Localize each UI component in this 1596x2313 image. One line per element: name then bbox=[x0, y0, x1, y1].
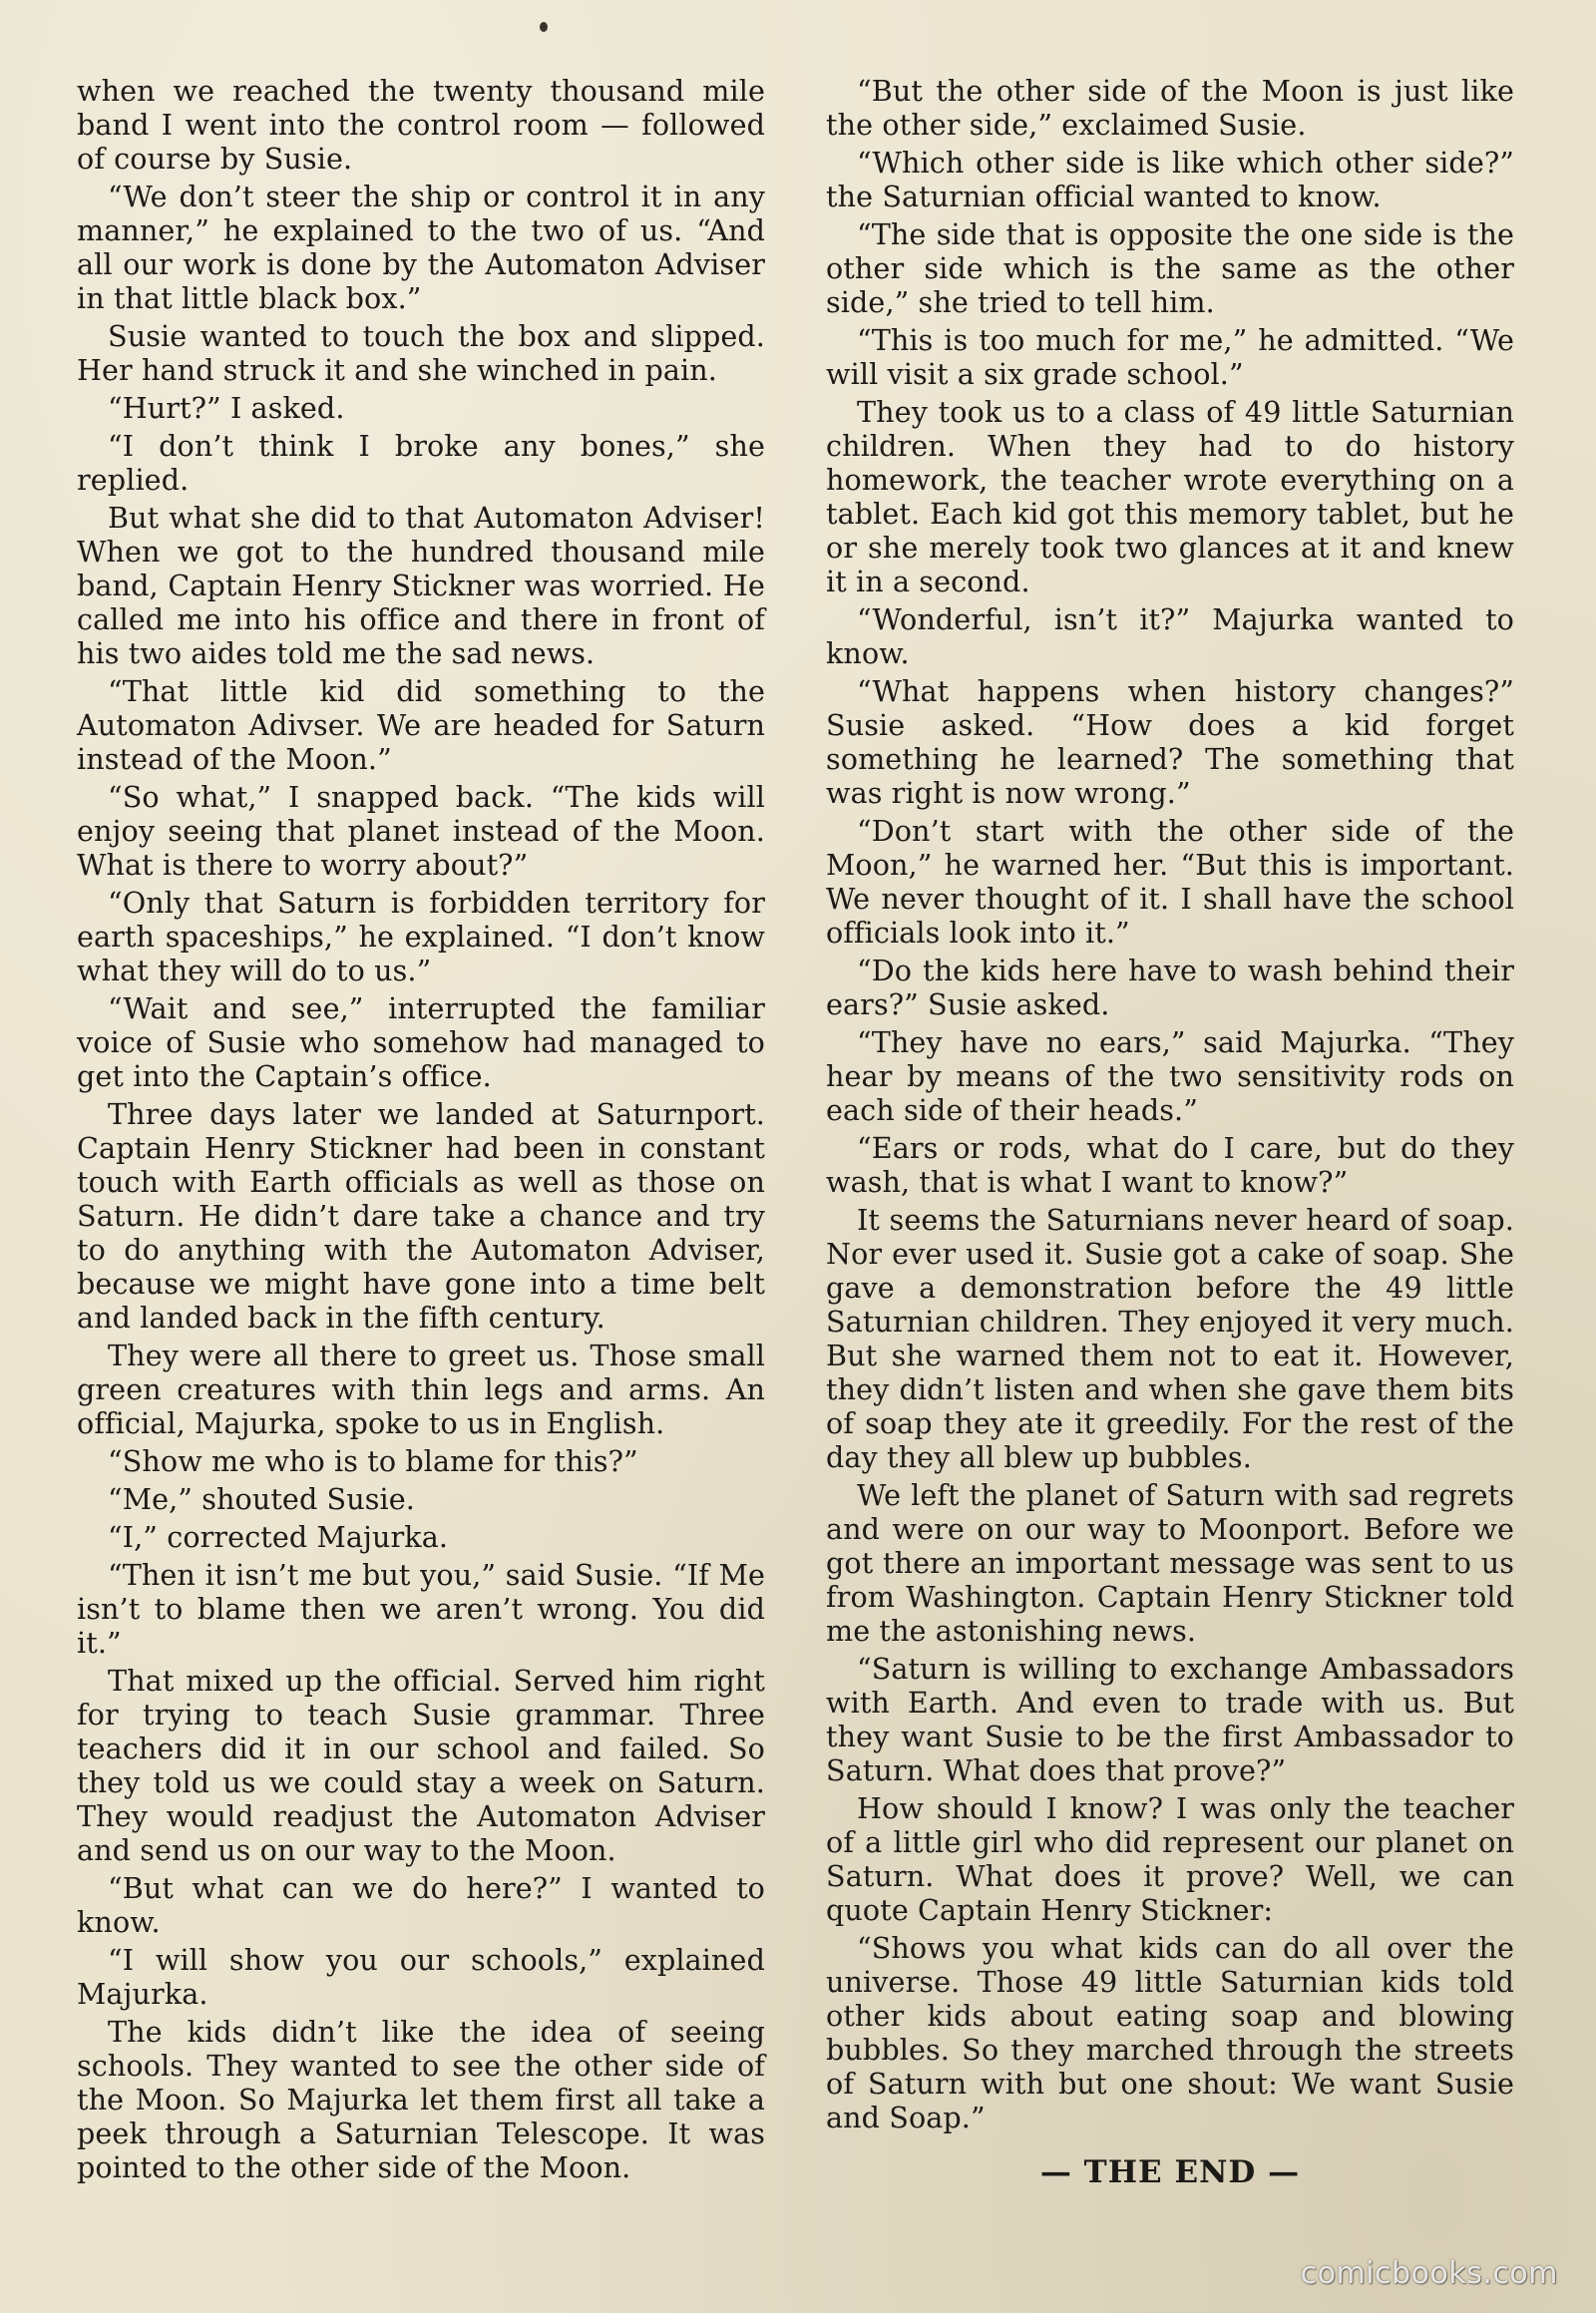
paragraph: We left the planet of Saturn with sad regrets and were on our way to Moonport. Before we got there an important message was sent to us from Washington. Captain Henry Stickner told me the astonishing news. bbox=[826, 1478, 1514, 1648]
site-watermark[interactable]: comicbooks.com bbox=[1300, 2256, 1558, 2291]
paragraph: “Ears or rods, what do I care, but do they wash, that is what I want to know?” bbox=[826, 1131, 1514, 1199]
paragraph: They were all there to greet us. Those small green creatures with thin legs and arms. An official, Majurka, spoke to us in English. bbox=[77, 1339, 765, 1440]
paragraph: “Do the kids here have to wash behind their ears?” Susie asked. bbox=[826, 954, 1514, 1021]
paragraph: That mixed up the official. Served him right for trying to teach Susie grammar. Three teachers did it in our school and failed. So they told us we could stay a week on Saturn. They would readjust the Automaton Adviser and send us on our way to the Moon. bbox=[77, 1664, 765, 1867]
paragraph: “Show me who is to blame for this?” bbox=[108, 1444, 638, 1478]
paragraph: It seems the Saturnians never heard of soap. Nor ever used it. Susie got a cake of soap. She gave a demonstration before the 49 little Saturnian children. They enjoyed it very much. But she warned them not to eat it. However, they didn’t listen and when she gave them bits of soap they ate it greedily. For the rest of the day they all blew up bubbles. bbox=[826, 1203, 1514, 1474]
paragraph: “Saturn is willing to exchange Ambassadors with Earth. And even to trade with us. But they want Susie to be the first Ambassador to Saturn. What does that prove?” bbox=[826, 1652, 1514, 1787]
paragraph: “I,” corrected Majurka. bbox=[108, 1520, 449, 1554]
paragraph: “But the other side of the Moon is just like the other side,” exclaimed Susie. bbox=[826, 74, 1514, 142]
paragraph: “Then it isn’t me but you,” said Susie. “If Me isn’t to blame then we aren’t wrong. You did it.” bbox=[77, 1558, 765, 1660]
paragraph: “Hurt?” I asked. bbox=[108, 391, 345, 425]
paragraph: The kids didn’t like the idea of seeing schools. They wanted to see the other side of the Moon. So Majurka let them first all take a peek through a Saturnian Telescope. It was pointed to the other side of the Moon. bbox=[77, 2015, 765, 2184]
paragraph: “That little kid did something to the Automaton Adivser. We are headed for Saturn instead of the Moon.” bbox=[77, 674, 765, 776]
paragraph: “But what can we do here?” I wanted to know. bbox=[77, 1871, 765, 1939]
paragraph: Three days later we landed at Saturnport. Captain Henry Stickner had been in constant touch with Earth officials as well as those on Saturn. He didn’t dare take a chance and try to do anything with the Automaton Adviser, because we might have gone into a time belt and landed back in the fifth century. bbox=[77, 1097, 765, 1335]
paragraph: “Wait and see,” interrupted the familiar voice of Susie who somehow had managed to get into the Captain’s office. bbox=[77, 991, 765, 1093]
paragraph: “I will show you our schools,” explained Majurka. bbox=[77, 1943, 765, 2011]
paragraph: “So what,” I snapped back. “The kids will enjoy seeing that planet instead of the Moon. What is there to worry about?” bbox=[77, 780, 765, 882]
right-text-column bbox=[826, 74, 1514, 2138]
paragraph: Susie wanted to touch the box and slipped. Her hand struck it and she winched in pain. bbox=[77, 319, 765, 387]
the-end-marker: — THE END — bbox=[1039, 2154, 1301, 2190]
paragraph: “We don’t steer the ship or control it in any manner,” he explained to the two of us. “And all our work is done by the Automaton Adviser in that little black box.” bbox=[77, 180, 765, 315]
paragraph: “Only that Saturn is forbidden territory for earth spaceships,” he explained. “I don’t know what they will do to us.” bbox=[77, 886, 765, 987]
paragraph: “They have no ears,” said Majurka. “They hear by means of the two sensitivity rods on each side of their heads.” bbox=[826, 1025, 1514, 1127]
paragraph: “Wonderful, isn’t it?” Majurka wanted to know. bbox=[826, 602, 1514, 670]
left-text-column bbox=[77, 74, 765, 2188]
paragraph: “Which other side is like which other side?” the Saturnian official wanted to know. bbox=[826, 146, 1514, 213]
paragraph: “This is too much for me,” he admitted. “We will visit a six grade school.” bbox=[826, 323, 1514, 391]
paragraph: “I don’t think I broke any bones,” she replied. bbox=[77, 429, 765, 497]
paragraph: How should I know? I was only the teacher of a little girl who did represent our planet on Saturn. What does it prove? Well, we can quote Captain Henry Stickner: bbox=[826, 1791, 1514, 1927]
paragraph: “Me,” shouted Susie. bbox=[108, 1482, 415, 1516]
paragraph: “Shows you what kids can do all over the universe. Those 49 little Saturnian kids told other kids about eating soap and blowing bubbles. So they marched through the streets of Saturn with but one shout: We want Susie and Soap.” bbox=[826, 1931, 1514, 2134]
paragraph: But what she did to that Automaton Adviser! When we got to the hundred thousand mile band, Captain Henry Stickner was worried. He called me into his office and there in front of his two aides told me the sad news. bbox=[77, 501, 765, 670]
paragraph: “Don’t start with the other side of the Moon,” he warned her. “But this is important. We never thought of it. I shall have the school officials look into it.” bbox=[826, 814, 1514, 950]
paragraph: “The side that is opposite the one side is the other side which is the same as the other side,” she tried to tell him. bbox=[826, 217, 1514, 319]
print-speck bbox=[540, 22, 548, 32]
paragraph: when we reached the twenty thousand mile band I went into the control room — followed of course by Susie. bbox=[77, 74, 765, 176]
paragraph: They took us to a class of 49 little Saturnian children. When they had to do history homework, the teacher wrote everything on a tablet. Each kid got this memory tablet, but he or she merely took two glances at it and knew it in a second. bbox=[826, 395, 1514, 598]
paragraph: “What happens when history changes?” Susie asked. “How does a kid forget something he learned? The something that was right is now wrong.” bbox=[826, 674, 1514, 810]
